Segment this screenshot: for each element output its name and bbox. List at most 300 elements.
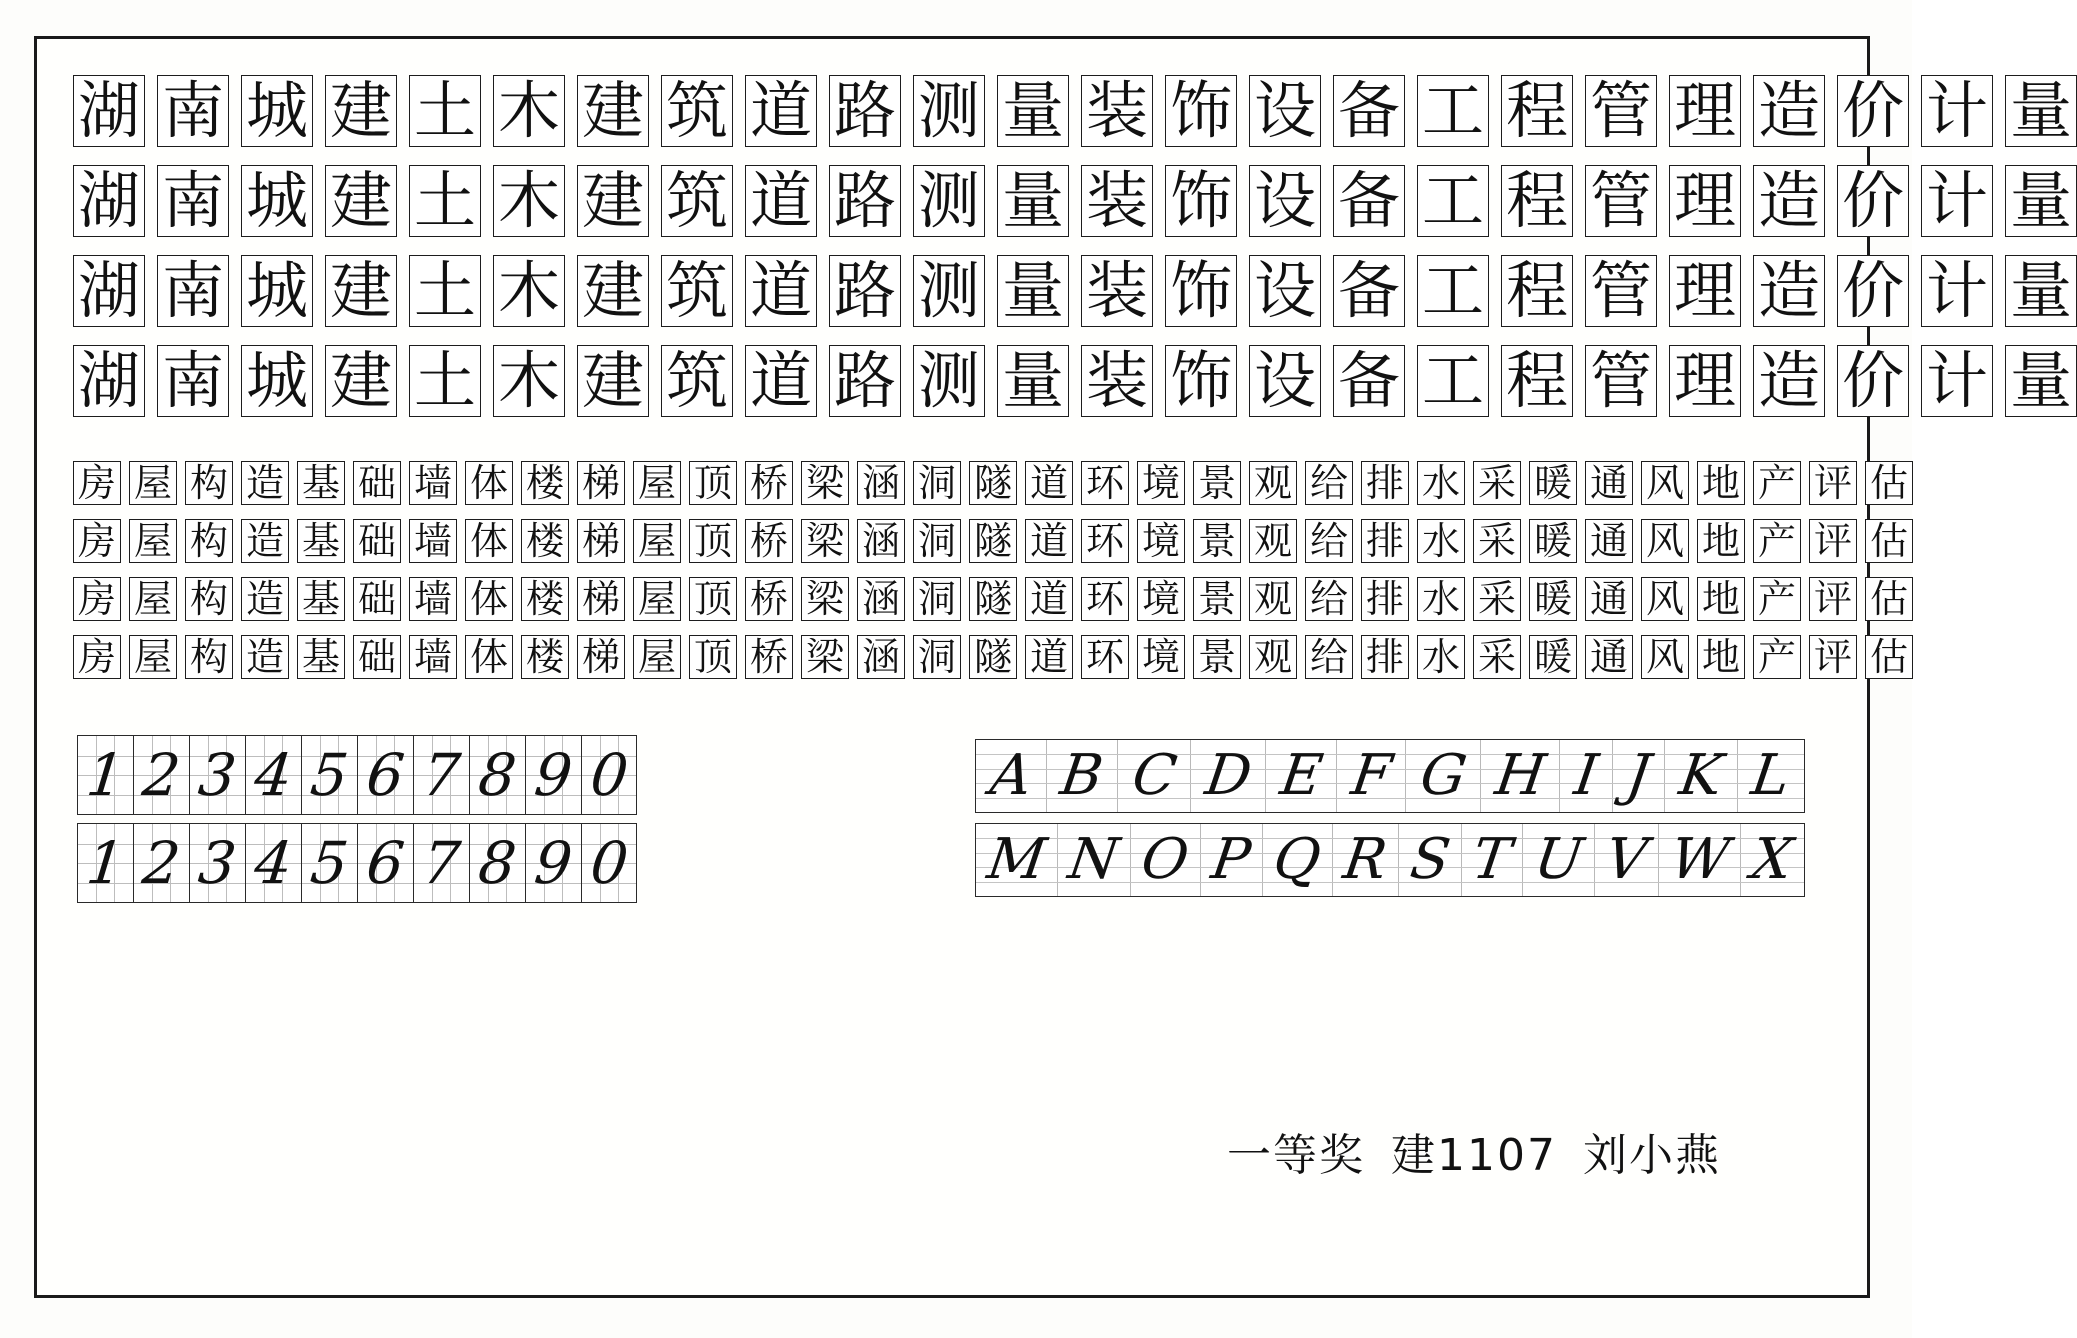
large-char-cell: 造	[1753, 345, 1825, 417]
small-char-cell: 道	[1025, 519, 1073, 563]
small-char-cell: 桥	[745, 461, 793, 505]
numeral-cell	[357, 735, 413, 815]
alphabet-glyph: S	[1406, 827, 1454, 892]
small-char-cell: 通	[1585, 577, 1633, 621]
small-char-cell: 地	[1697, 461, 1745, 505]
small-char-cell: 隧	[969, 519, 1017, 563]
small-char-cell: 洞	[913, 635, 961, 679]
small-char-cell: 通	[1585, 461, 1633, 505]
alphabet-cell	[1560, 740, 1612, 812]
large-char-cell: 量	[997, 255, 1069, 327]
alphabet-glyph: W	[1666, 827, 1733, 892]
small-char-cell: 础	[353, 635, 401, 679]
small-char-cell: 桥	[745, 635, 793, 679]
large-char-cell: 湖	[73, 165, 145, 237]
small-char-cell: 屋	[129, 461, 177, 505]
small-char-cell: 给	[1305, 461, 1353, 505]
large-char-cell: 南	[157, 345, 229, 417]
small-char-cell: 采	[1473, 519, 1521, 563]
large-char-cell: 木	[493, 345, 565, 417]
large-char-cell: 道	[745, 255, 817, 327]
small-char-cell: 环	[1081, 577, 1129, 621]
alphabet-cell	[1333, 824, 1399, 896]
large-char-cell: 备	[1333, 255, 1405, 327]
small-char-cell: 桥	[745, 519, 793, 563]
small-char-cell: 础	[353, 519, 401, 563]
small-char-cell: 构	[185, 577, 233, 621]
numeral-cell	[245, 823, 301, 903]
small-char-cell: 础	[353, 577, 401, 621]
large-char-cell: 建	[577, 345, 649, 417]
numeral-glyph: 3	[195, 829, 240, 897]
small-char-cell: 洞	[913, 519, 961, 563]
alphabet-glyph: K	[1675, 743, 1727, 808]
small-char-cell: 风	[1641, 577, 1689, 621]
numeral-glyph: 8	[475, 829, 520, 897]
large-char-cell: 装	[1081, 75, 1153, 147]
large-char-cell: 设	[1249, 165, 1321, 237]
large-char-cell: 测	[913, 165, 985, 237]
numeral-cell	[133, 823, 189, 903]
small-char-cell: 楼	[521, 577, 569, 621]
alphabet-cell	[1659, 824, 1741, 896]
small-char-cell: 排	[1361, 577, 1409, 621]
large-char-cell: 备	[1333, 345, 1405, 417]
alphabet-glyph: R	[1339, 827, 1392, 892]
alphabet-cell	[1738, 740, 1804, 812]
large-char-cell: 建	[325, 255, 397, 327]
small-char-cell: 采	[1473, 635, 1521, 679]
numeral-cell	[525, 823, 581, 903]
small-char-cell: 础	[353, 461, 401, 505]
large-char-cell: 城	[241, 165, 313, 237]
small-char-cell: 给	[1305, 519, 1353, 563]
numeral-cell	[77, 823, 133, 903]
alphabet-cell	[1523, 824, 1594, 896]
small-char-cell: 构	[185, 519, 233, 563]
alphabet-cell	[1741, 824, 1804, 896]
numeral-glyph: 6	[363, 829, 408, 897]
small-char-cell: 产	[1753, 577, 1801, 621]
numeral-glyph: 7	[419, 741, 464, 809]
numeral-glyph: 2	[139, 829, 184, 897]
small-char-cell: 景	[1193, 635, 1241, 679]
small-char-cell: 梁	[801, 461, 849, 505]
small-char-cell: 评	[1809, 519, 1857, 563]
large-char-cell: 设	[1249, 255, 1321, 327]
alphabet-glyph: D	[1201, 743, 1256, 808]
large-char-cell: 理	[1669, 165, 1741, 237]
small-char-cell: 景	[1193, 519, 1241, 563]
large-char-row	[73, 165, 2077, 237]
small-char-cell: 房	[73, 519, 121, 563]
small-char-cell: 给	[1305, 577, 1353, 621]
small-char-cell: 通	[1585, 635, 1633, 679]
alphabet-cell	[1595, 824, 1660, 896]
alphabet-practice-block	[975, 739, 1805, 907]
small-char-cell: 道	[1025, 635, 1073, 679]
small-char-cell: 风	[1641, 461, 1689, 505]
small-char-cell: 屋	[129, 519, 177, 563]
large-char-cell: 湖	[73, 75, 145, 147]
large-char-cell: 计	[1921, 345, 1993, 417]
small-char-cell: 屋	[129, 577, 177, 621]
alphabet-cell	[976, 740, 1047, 812]
small-char-cell: 境	[1137, 461, 1185, 505]
small-char-cell: 境	[1137, 577, 1185, 621]
large-char-cell: 程	[1501, 255, 1573, 327]
small-char-cell: 楼	[521, 461, 569, 505]
small-char-cell: 产	[1753, 635, 1801, 679]
large-char-cell: 造	[1753, 75, 1825, 147]
alphabet-glyph: A	[986, 743, 1036, 808]
large-char-cell: 土	[409, 345, 481, 417]
small-char-cell: 体	[465, 519, 513, 563]
numeral-cell	[245, 735, 301, 815]
large-char-cell: 路	[829, 255, 901, 327]
small-char-cell: 构	[185, 635, 233, 679]
small-char-cell: 基	[297, 577, 345, 621]
large-char-cell: 程	[1501, 75, 1573, 147]
alphabet-glyph: N	[1064, 827, 1123, 892]
small-char-cell: 屋	[633, 461, 681, 505]
large-char-cell: 管	[1585, 165, 1657, 237]
small-char-cell: 环	[1081, 461, 1129, 505]
numeral-glyph: 0	[586, 741, 632, 809]
large-char-cell: 木	[493, 165, 565, 237]
alphabet-glyph: J	[1622, 743, 1655, 808]
numeral-glyph: 9	[531, 829, 576, 897]
small-char-cell: 梁	[801, 635, 849, 679]
alphabet-glyph: V	[1601, 827, 1652, 892]
numeral-cell	[189, 735, 245, 815]
large-char-cell: 管	[1585, 345, 1657, 417]
small-char-cell: 采	[1473, 577, 1521, 621]
numeral-glyph: 9	[531, 741, 576, 809]
alphabet-glyph: H	[1491, 743, 1550, 808]
small-char-cell: 基	[297, 461, 345, 505]
numeral-glyph: 1	[83, 829, 128, 897]
alphabet-row	[975, 823, 1805, 897]
alphabet-cell	[1201, 824, 1263, 896]
small-char-cell: 墙	[409, 519, 457, 563]
small-char-cell: 地	[1697, 635, 1745, 679]
large-character-block	[73, 75, 2077, 435]
numeral-glyph: 8	[475, 741, 520, 809]
large-char-cell: 土	[409, 255, 481, 327]
small-char-cell: 估	[1865, 461, 1913, 505]
large-char-cell: 土	[409, 165, 481, 237]
alphabet-glyph: M	[983, 827, 1050, 892]
large-char-cell: 饰	[1165, 345, 1237, 417]
numeral-row	[77, 823, 637, 903]
alphabet-cell	[1118, 740, 1191, 812]
small-char-cell: 顶	[689, 577, 737, 621]
numeral-cell	[357, 823, 413, 903]
large-char-cell: 建	[577, 165, 649, 237]
small-char-cell: 梁	[801, 577, 849, 621]
large-char-cell: 建	[577, 255, 649, 327]
alphabet-cell	[1058, 824, 1131, 896]
large-char-cell: 量	[2005, 255, 2077, 327]
small-char-cell: 产	[1753, 461, 1801, 505]
alphabet-cell	[1047, 740, 1118, 812]
large-char-cell: 装	[1081, 255, 1153, 327]
large-char-cell: 道	[745, 165, 817, 237]
alphabet-glyph: X	[1747, 827, 1797, 892]
small-char-cell: 排	[1361, 635, 1409, 679]
alphabet-cell	[1191, 740, 1266, 812]
small-char-cell: 屋	[129, 635, 177, 679]
alphabet-glyph: F	[1347, 743, 1396, 808]
small-char-cell: 观	[1249, 461, 1297, 505]
small-char-cell: 暖	[1529, 461, 1577, 505]
large-char-cell: 理	[1669, 345, 1741, 417]
small-char-cell: 采	[1473, 461, 1521, 505]
small-char-cell: 风	[1641, 519, 1689, 563]
small-char-cell: 梯	[577, 519, 625, 563]
large-char-cell: 工	[1417, 165, 1489, 237]
large-char-cell: 饰	[1165, 165, 1237, 237]
large-char-cell: 测	[913, 75, 985, 147]
small-char-cell: 水	[1417, 635, 1465, 679]
small-char-cell: 墙	[409, 635, 457, 679]
large-char-cell: 理	[1669, 255, 1741, 327]
small-char-cell: 造	[241, 519, 289, 563]
large-char-cell: 装	[1081, 345, 1153, 417]
alphabet-glyph: L	[1747, 743, 1794, 808]
alphabet-cell	[1462, 824, 1524, 896]
small-char-cell: 估	[1865, 577, 1913, 621]
numeral-glyph: 4	[251, 741, 296, 809]
small-char-cell: 产	[1753, 519, 1801, 563]
alphabet-glyph: B	[1056, 743, 1108, 808]
caption	[1227, 1119, 1747, 1183]
caption-class-id: 建1107	[1391, 1130, 1557, 1181]
small-char-cell: 暖	[1529, 635, 1577, 679]
small-char-cell: 道	[1025, 461, 1073, 505]
numeral-practice-block	[77, 735, 637, 911]
large-char-cell: 工	[1417, 75, 1489, 147]
large-char-cell: 量	[2005, 345, 2077, 417]
large-char-cell: 木	[493, 75, 565, 147]
small-char-cell: 境	[1137, 635, 1185, 679]
small-char-cell: 顶	[689, 461, 737, 505]
small-char-row	[73, 461, 1913, 505]
small-char-cell: 景	[1193, 461, 1241, 505]
numeral-row	[77, 735, 637, 815]
alphabet-cell	[1399, 824, 1462, 896]
numeral-cell	[581, 735, 637, 815]
small-char-cell: 评	[1809, 635, 1857, 679]
small-char-cell: 梁	[801, 519, 849, 563]
large-char-cell: 量	[997, 345, 1069, 417]
large-char-cell: 路	[829, 345, 901, 417]
alphabet-glyph: C	[1128, 743, 1181, 808]
small-char-cell: 隧	[969, 461, 1017, 505]
small-char-cell: 境	[1137, 519, 1185, 563]
numeral-glyph: 6	[363, 741, 408, 809]
large-char-cell: 造	[1753, 255, 1825, 327]
large-char-cell: 量	[2005, 165, 2077, 237]
small-char-cell: 观	[1249, 519, 1297, 563]
small-char-cell: 观	[1249, 577, 1297, 621]
small-char-cell: 观	[1249, 635, 1297, 679]
drawing-border	[34, 36, 2072, 1298]
numeral-cell	[413, 823, 469, 903]
large-char-cell: 城	[241, 345, 313, 417]
large-char-cell: 湖	[73, 345, 145, 417]
small-char-cell: 评	[1809, 577, 1857, 621]
alphabet-glyph: O	[1137, 827, 1193, 892]
small-char-cell: 屋	[633, 635, 681, 679]
large-char-cell: 设	[1249, 75, 1321, 147]
small-char-cell: 通	[1585, 519, 1633, 563]
large-char-cell: 造	[1753, 165, 1825, 237]
large-char-cell: 筑	[661, 345, 733, 417]
numeral-cell	[469, 823, 525, 903]
small-char-cell: 体	[465, 461, 513, 505]
small-char-cell: 桥	[745, 577, 793, 621]
small-char-cell: 梯	[577, 461, 625, 505]
alphabet-cell	[1481, 740, 1560, 812]
alphabet-glyph: I	[1570, 743, 1602, 808]
large-char-cell: 量	[997, 165, 1069, 237]
large-char-cell: 测	[913, 255, 985, 327]
small-char-cell: 顶	[689, 519, 737, 563]
alphabet-cell	[1665, 740, 1737, 812]
large-char-cell: 土	[409, 75, 481, 147]
small-char-cell: 水	[1417, 461, 1465, 505]
alphabet-cell	[1263, 824, 1333, 896]
numeral-glyph: 2	[139, 741, 184, 809]
caption-award: 一等奖	[1227, 1130, 1366, 1181]
small-char-cell: 景	[1193, 577, 1241, 621]
large-char-cell: 建	[325, 345, 397, 417]
small-char-cell: 水	[1417, 519, 1465, 563]
large-char-cell: 计	[1921, 75, 1993, 147]
small-char-cell: 构	[185, 461, 233, 505]
alphabet-glyph: G	[1416, 743, 1471, 808]
large-char-cell: 计	[1921, 165, 1993, 237]
numeral-cell	[77, 735, 133, 815]
large-char-cell: 筑	[661, 75, 733, 147]
large-char-cell: 城	[241, 255, 313, 327]
large-char-cell: 建	[325, 165, 397, 237]
small-char-cell: 梯	[577, 635, 625, 679]
large-char-cell: 程	[1501, 165, 1573, 237]
numeral-glyph: 7	[419, 829, 464, 897]
numeral-glyph: 0	[586, 829, 632, 897]
small-char-cell: 基	[297, 635, 345, 679]
small-char-cell: 道	[1025, 577, 1073, 621]
large-char-cell: 价	[1837, 75, 1909, 147]
small-char-cell: 洞	[913, 461, 961, 505]
numeral-glyph: 1	[83, 741, 128, 809]
large-char-cell: 量	[2005, 75, 2077, 147]
large-char-row	[73, 345, 2077, 417]
small-char-cell: 洞	[913, 577, 961, 621]
small-char-cell: 水	[1417, 577, 1465, 621]
large-char-cell: 价	[1837, 255, 1909, 327]
small-char-cell: 楼	[521, 635, 569, 679]
small-char-cell: 排	[1361, 461, 1409, 505]
large-char-cell: 测	[913, 345, 985, 417]
small-char-cell: 梯	[577, 577, 625, 621]
large-char-cell: 南	[157, 255, 229, 327]
large-char-cell: 路	[829, 165, 901, 237]
large-char-cell: 价	[1837, 165, 1909, 237]
small-char-cell: 估	[1865, 635, 1913, 679]
small-char-cell: 顶	[689, 635, 737, 679]
large-char-cell: 道	[745, 75, 817, 147]
small-char-cell: 涵	[857, 635, 905, 679]
large-char-cell: 理	[1669, 75, 1741, 147]
large-char-cell: 量	[997, 75, 1069, 147]
small-char-cell: 涵	[857, 519, 905, 563]
small-char-cell: 隧	[969, 577, 1017, 621]
small-char-cell: 造	[241, 461, 289, 505]
large-char-cell: 装	[1081, 165, 1153, 237]
large-char-cell: 建	[577, 75, 649, 147]
small-char-cell: 评	[1809, 461, 1857, 505]
alphabet-cell	[1131, 824, 1201, 896]
small-char-row	[73, 519, 1913, 563]
small-char-cell: 楼	[521, 519, 569, 563]
numeral-glyph: 4	[251, 829, 296, 897]
numeral-glyph: 3	[195, 741, 240, 809]
numeral-glyph: 5	[307, 829, 352, 897]
small-char-cell: 造	[241, 577, 289, 621]
small-char-cell: 暖	[1529, 519, 1577, 563]
large-char-row	[73, 255, 2077, 327]
small-char-row	[73, 635, 1913, 679]
small-char-cell: 隧	[969, 635, 1017, 679]
alphabet-glyph: Q	[1269, 827, 1325, 892]
small-char-cell: 排	[1361, 519, 1409, 563]
large-char-cell: 路	[829, 75, 901, 147]
large-char-cell: 城	[241, 75, 313, 147]
numeral-cell	[469, 735, 525, 815]
large-char-row	[73, 75, 2077, 147]
small-char-cell: 房	[73, 577, 121, 621]
alphabet-cell	[1613, 740, 1666, 812]
numeral-cell	[301, 735, 357, 815]
large-char-cell: 工	[1417, 255, 1489, 327]
small-char-cell: 涵	[857, 577, 905, 621]
numeral-cell	[189, 823, 245, 903]
small-char-cell: 估	[1865, 519, 1913, 563]
large-char-cell: 建	[325, 75, 397, 147]
large-char-cell: 工	[1417, 345, 1489, 417]
small-char-cell: 地	[1697, 519, 1745, 563]
small-char-row	[73, 577, 1913, 621]
alphabet-cell	[1406, 740, 1481, 812]
small-char-cell: 屋	[633, 519, 681, 563]
large-char-cell: 备	[1333, 165, 1405, 237]
alphabet-glyph: E	[1276, 743, 1327, 808]
numeral-cell	[133, 735, 189, 815]
small-char-cell: 地	[1697, 577, 1745, 621]
numeral-glyph: 5	[307, 741, 352, 809]
small-char-cell: 墙	[409, 577, 457, 621]
alphabet-glyph: T	[1468, 827, 1516, 892]
large-char-cell: 管	[1585, 255, 1657, 327]
large-char-cell: 道	[745, 345, 817, 417]
alphabet-cell	[976, 824, 1058, 896]
large-char-cell: 南	[157, 165, 229, 237]
large-char-cell: 程	[1501, 345, 1573, 417]
